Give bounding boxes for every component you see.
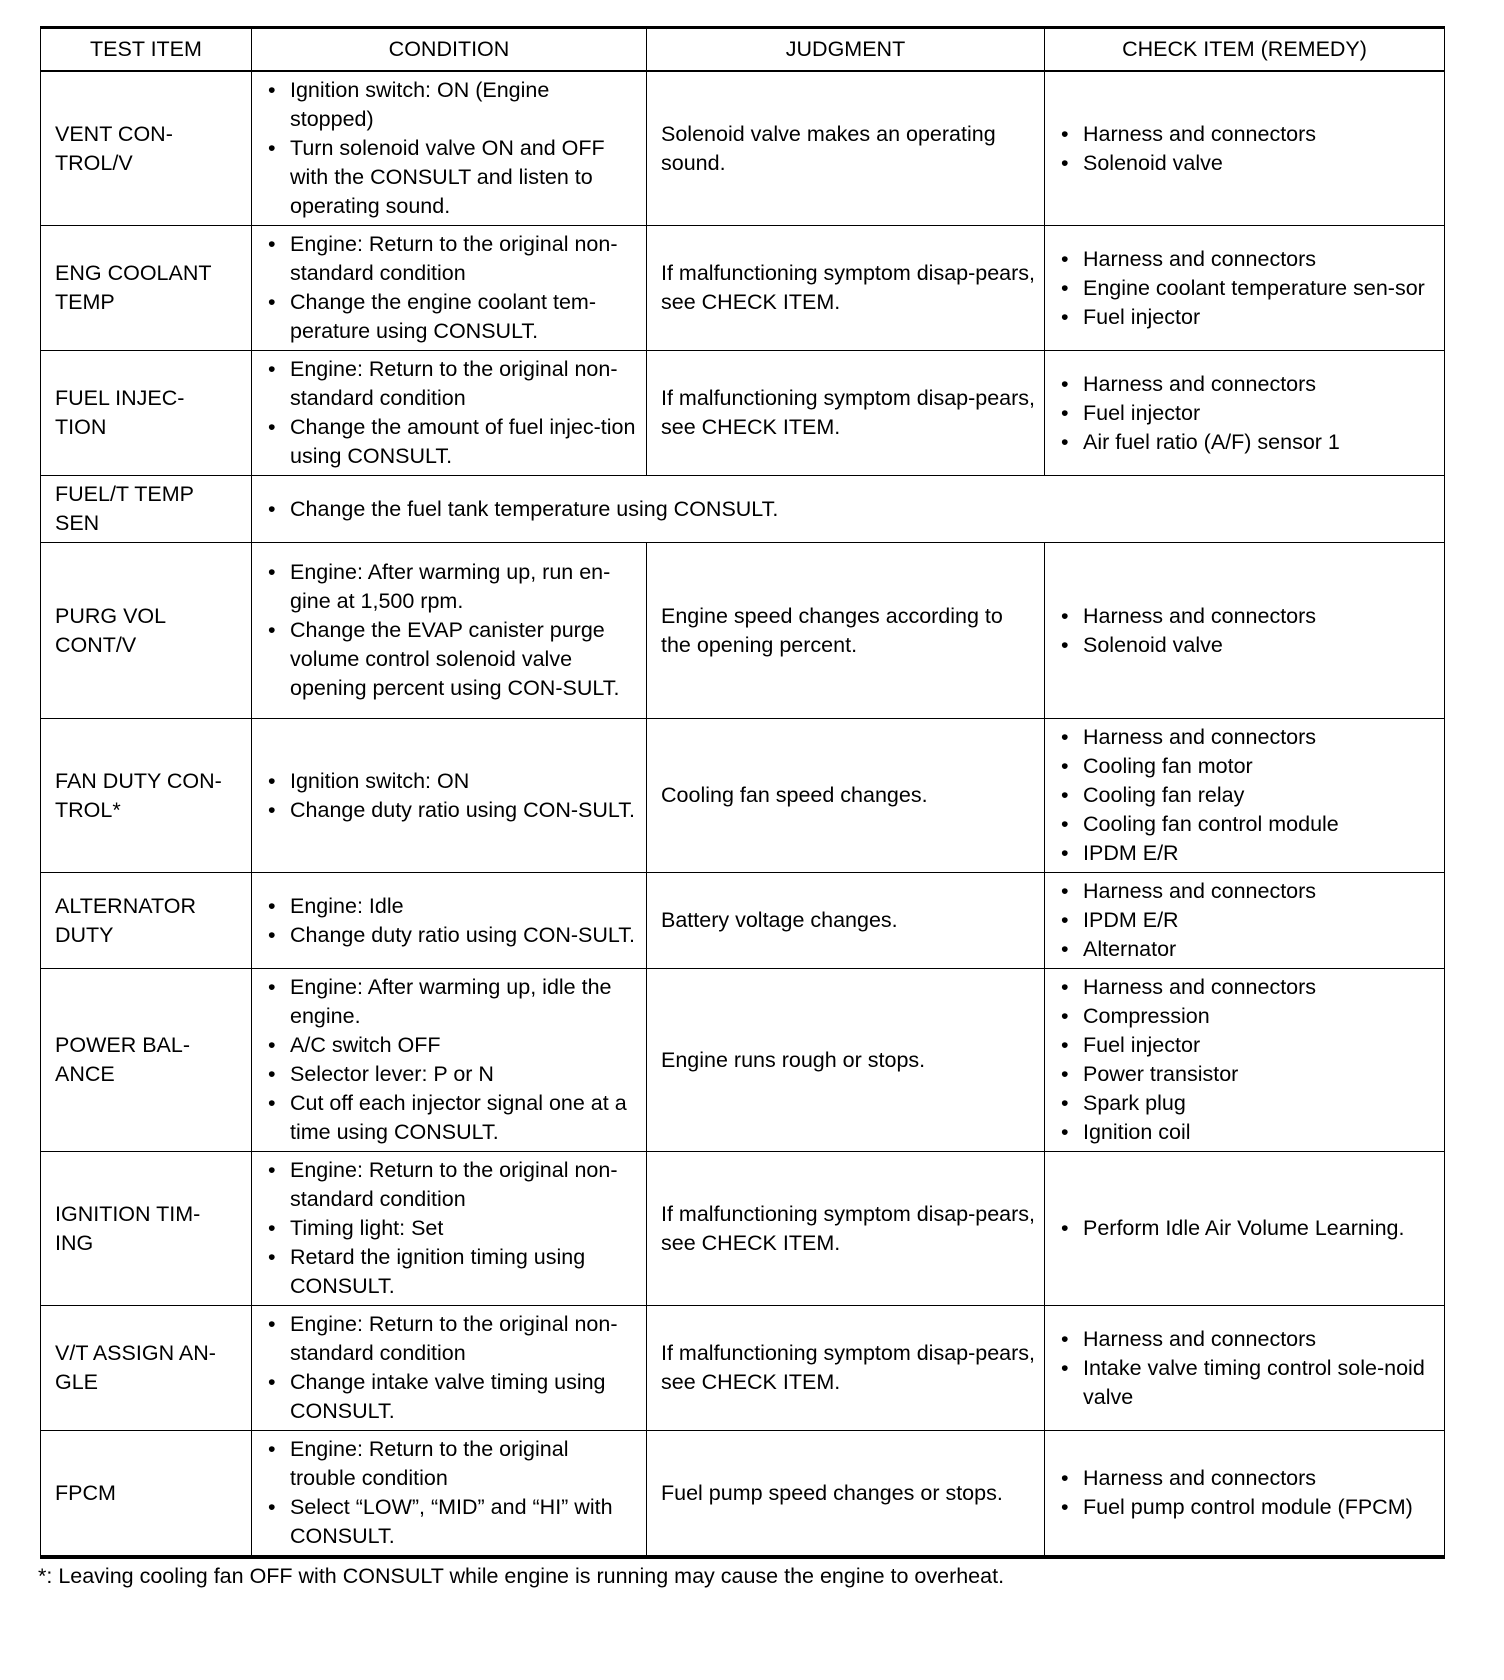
check-item-list bbox=[1059, 1325, 1438, 1412]
judgment-cell: If malfunctioning symptom disap-pears, see CHECK ITEM. bbox=[647, 1152, 1045, 1306]
check-item-cell bbox=[1045, 873, 1445, 969]
condition-cell bbox=[252, 71, 647, 226]
check-item-list bbox=[1059, 120, 1438, 178]
condition-bullet: • Timing light: Set bbox=[266, 1214, 636, 1243]
test-item-cell: VENT CON- TROL/V bbox=[41, 71, 252, 226]
check-item-bullet: • Harness and connectors bbox=[1059, 723, 1438, 752]
condition-bullet: • Engine: Return to the original trouble condition bbox=[266, 1435, 636, 1493]
judgment-cell: Engine speed changes according to the opening percent. bbox=[647, 543, 1045, 719]
condition-bullet: • Engine: Idle bbox=[266, 892, 636, 921]
check-item-list bbox=[1059, 1214, 1438, 1243]
condition-bullet: • Engine: After warming up, run en-gine at 1,500 rpm. bbox=[266, 558, 636, 616]
condition-bullet: • Engine: Return to the original non-standard condition bbox=[266, 1156, 636, 1214]
condition-bullet: • Retard the ignition timing using CONSULT. bbox=[266, 1243, 636, 1301]
check-item-bullet: • Ignition coil bbox=[1059, 1118, 1438, 1147]
check-item-cell bbox=[1045, 1431, 1445, 1558]
condition-bullet: • Change duty ratio using CON-SULT. bbox=[266, 796, 636, 825]
judgment-cell: Battery voltage changes. bbox=[647, 873, 1045, 969]
check-item-bullet: • Harness and connectors bbox=[1059, 370, 1438, 399]
condition-list bbox=[266, 230, 636, 346]
test-item-cell: POWER BAL- ANCE bbox=[41, 969, 252, 1152]
check-item-bullet: • Cooling fan control module bbox=[1059, 810, 1438, 839]
check-item-bullet: • Intake valve timing control sole-noid valve bbox=[1059, 1354, 1438, 1412]
condition-bullet: • Engine: Return to the original non-standard condition bbox=[266, 355, 636, 413]
check-item-list bbox=[1059, 723, 1438, 868]
condition-cell bbox=[252, 969, 647, 1152]
condition-list bbox=[266, 76, 636, 221]
check-item-bullet: • Harness and connectors bbox=[1059, 245, 1438, 274]
check-item-cell bbox=[1045, 71, 1445, 226]
header-row bbox=[41, 28, 1445, 72]
check-item-bullet: • IPDM E/R bbox=[1059, 906, 1438, 935]
table-row bbox=[41, 351, 1445, 476]
condition-bullet: • Change the engine coolant tem-perature using CONSULT. bbox=[266, 288, 636, 346]
active-test-table bbox=[40, 26, 1445, 1559]
condition-cell bbox=[252, 351, 647, 476]
condition-bullet: • Cut off each injector signal one at a time using CONSULT. bbox=[266, 1089, 636, 1147]
condition-list bbox=[266, 892, 636, 950]
check-item-bullet: • Fuel injector bbox=[1059, 303, 1438, 332]
test-item-cell: FPCM bbox=[41, 1431, 252, 1558]
check-item-bullet: • Harness and connectors bbox=[1059, 877, 1438, 906]
header-judgment: JUDGMENT bbox=[647, 28, 1045, 72]
condition-bullet: • Engine: Return to the original non-standard condition bbox=[266, 1310, 636, 1368]
check-item-list bbox=[1059, 245, 1438, 332]
condition-bullet: • Selector lever: P or N bbox=[266, 1060, 636, 1089]
condition-cell bbox=[252, 1152, 647, 1306]
table-row bbox=[41, 543, 1445, 719]
check-item-bullet: • Fuel injector bbox=[1059, 399, 1438, 428]
check-item-cell bbox=[1045, 543, 1445, 719]
test-item-cell: FUEL INJEC- TION bbox=[41, 351, 252, 476]
check-item-bullet: • Compression bbox=[1059, 1002, 1438, 1031]
check-item-bullet: • Solenoid valve bbox=[1059, 149, 1438, 178]
condition-list bbox=[266, 355, 636, 471]
condition-bullet: • Change duty ratio using CON-SULT. bbox=[266, 921, 636, 950]
condition-cell bbox=[252, 1306, 647, 1431]
check-item-bullet: • Harness and connectors bbox=[1059, 602, 1438, 631]
check-item-bullet: • Fuel injector bbox=[1059, 1031, 1438, 1060]
condition-list bbox=[266, 558, 636, 703]
judgment-cell: Cooling fan speed changes. bbox=[647, 719, 1045, 873]
check-item-cell bbox=[1045, 969, 1445, 1152]
check-item-bullet: • Harness and connectors bbox=[1059, 1464, 1438, 1493]
table-row bbox=[41, 1152, 1445, 1306]
condition-bullet: • Ignition switch: ON (Engine stopped) bbox=[266, 76, 636, 134]
check-item-cell bbox=[1045, 351, 1445, 476]
condition-bullet: • Change the EVAP canister purge volume control solenoid valve opening percent using CON-SULT. bbox=[266, 616, 636, 703]
check-item-bullet: • IPDM E/R bbox=[1059, 839, 1438, 868]
table-row bbox=[41, 1306, 1445, 1431]
check-item-bullet: • Power transistor bbox=[1059, 1060, 1438, 1089]
check-item-bullet: • Cooling fan motor bbox=[1059, 752, 1438, 781]
check-item-list bbox=[1059, 877, 1438, 964]
check-item-list bbox=[1059, 602, 1438, 660]
check-item-bullet: • Cooling fan relay bbox=[1059, 781, 1438, 810]
table-row bbox=[41, 1431, 1445, 1558]
condition-list bbox=[266, 767, 636, 825]
test-item-cell: ENG COOLANT TEMP bbox=[41, 226, 252, 351]
check-item-bullet: • Engine coolant temperature sen-sor bbox=[1059, 274, 1438, 303]
condition-bullet: • Engine: After warming up, idle the engine. bbox=[266, 973, 636, 1031]
check-item-bullet: • Harness and connectors bbox=[1059, 1325, 1438, 1354]
table-row bbox=[41, 71, 1445, 226]
header-test-item: TEST ITEM bbox=[41, 28, 252, 72]
condition-bullet: • Change intake valve timing using CONSULT. bbox=[266, 1368, 636, 1426]
judgment-cell: If malfunctioning symptom disap-pears, see CHECK ITEM. bbox=[647, 226, 1045, 351]
table-body bbox=[41, 71, 1445, 1557]
test-item-cell: ALTERNATOR DUTY bbox=[41, 873, 252, 969]
condition-cell bbox=[252, 719, 647, 873]
table-row bbox=[41, 719, 1445, 873]
table-header bbox=[41, 28, 1445, 72]
condition-bullet: • Ignition switch: ON bbox=[266, 767, 636, 796]
judgment-cell: Fuel pump speed changes or stops. bbox=[647, 1431, 1045, 1558]
condition-cell bbox=[252, 543, 647, 719]
check-item-cell bbox=[1045, 1306, 1445, 1431]
condition-bullet: • Engine: Return to the original non-standard condition bbox=[266, 230, 636, 288]
condition-bullet: • Turn solenoid valve ON and OFF with the CONSULT and listen to operating sound. bbox=[266, 134, 636, 221]
test-item-cell: FAN DUTY CON- TROL* bbox=[41, 719, 252, 873]
check-item-bullet: • Fuel pump control module (FPCM) bbox=[1059, 1493, 1438, 1522]
check-item-bullet: • Harness and connectors bbox=[1059, 973, 1438, 1002]
condition-cell bbox=[252, 1431, 647, 1558]
check-item-list bbox=[1059, 1464, 1438, 1522]
footnote: *: Leaving cooling fan OFF with CONSULT while engine is running may cause the engine to overheat. bbox=[38, 1564, 1005, 1588]
condition-bullet: • A/C switch OFF bbox=[266, 1031, 636, 1060]
check-item-list bbox=[1059, 370, 1438, 457]
check-item-cell bbox=[1045, 719, 1445, 873]
table-row bbox=[41, 226, 1445, 351]
condition-bullet: • Change the amount of fuel injec-tion using CONSULT. bbox=[266, 413, 636, 471]
check-item-cell bbox=[1045, 226, 1445, 351]
table-row bbox=[41, 476, 1445, 543]
condition-cell bbox=[252, 476, 1445, 543]
judgment-cell: Engine runs rough or stops. bbox=[647, 969, 1045, 1152]
condition-cell bbox=[252, 226, 647, 351]
condition-list bbox=[266, 1435, 636, 1551]
judgment-cell: Solenoid valve makes an operating sound. bbox=[647, 71, 1045, 226]
header-condition: CONDITION bbox=[252, 28, 647, 72]
check-item-bullet: • Solenoid valve bbox=[1059, 631, 1438, 660]
check-item-list bbox=[1059, 973, 1438, 1147]
check-item-bullet: • Spark plug bbox=[1059, 1089, 1438, 1118]
table-row bbox=[41, 873, 1445, 969]
check-item-cell bbox=[1045, 1152, 1445, 1306]
judgment-cell: If malfunctioning symptom disap-pears, see CHECK ITEM. bbox=[647, 351, 1045, 476]
test-item-cell: PURG VOL CONT/V bbox=[41, 543, 252, 719]
condition-cell bbox=[252, 873, 647, 969]
header-check-item: CHECK ITEM (REMEDY) bbox=[1045, 28, 1445, 72]
test-item-cell: V/T ASSIGN AN- GLE bbox=[41, 1306, 252, 1431]
check-item-bullet: • Perform Idle Air Volume Learning. bbox=[1059, 1214, 1438, 1243]
check-item-bullet: • Air fuel ratio (A/F) sensor 1 bbox=[1059, 428, 1438, 457]
condition-list bbox=[266, 495, 1434, 524]
condition-bullet: • Select “LOW”, “MID” and “HI” with CONSULT. bbox=[266, 1493, 636, 1551]
condition-list bbox=[266, 1310, 636, 1426]
condition-list bbox=[266, 973, 636, 1147]
judgment-cell: If malfunctioning symptom disap-pears, see CHECK ITEM. bbox=[647, 1306, 1045, 1431]
test-item-cell: FUEL/T TEMP SEN bbox=[41, 476, 252, 543]
condition-list bbox=[266, 1156, 636, 1301]
document bbox=[40, 26, 1444, 1591]
table-row bbox=[41, 969, 1445, 1152]
check-item-bullet: • Harness and connectors bbox=[1059, 120, 1438, 149]
test-item-cell: IGNITION TIM- ING bbox=[41, 1152, 252, 1306]
condition-bullet: • Change the fuel tank temperature using CONSULT. bbox=[266, 495, 1434, 524]
check-item-bullet: • Alternator bbox=[1059, 935, 1438, 964]
